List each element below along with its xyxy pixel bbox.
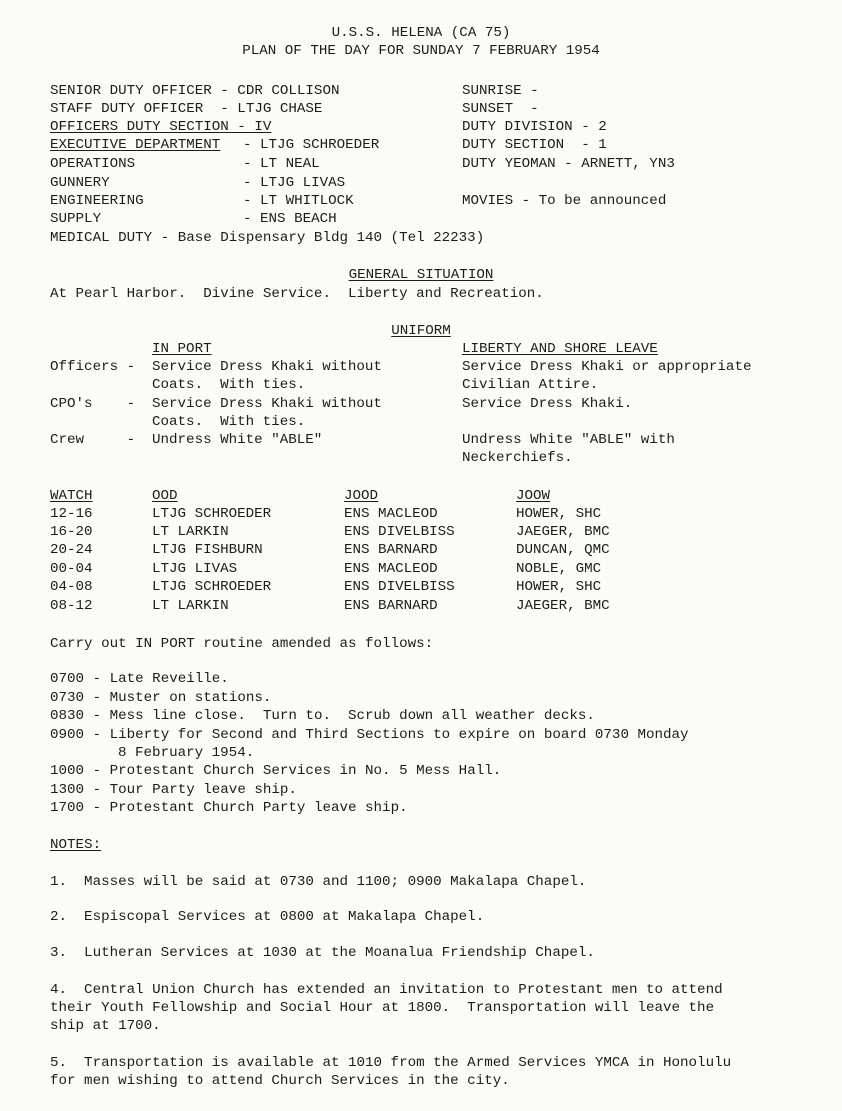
uniform-who: Crew -: [50, 432, 136, 448]
dept-gunnery: GUNNERY: [50, 175, 110, 191]
note-item: 4. Central Union Church has extended an invitation to Protestant men to attend: [50, 982, 723, 998]
watch-cell: LT LARKIN: [152, 598, 229, 614]
watch-cell: ENS BARNARD: [344, 542, 438, 558]
routine-text: Mess line close. Turn to. Scrub down all weather decks.: [109, 708, 595, 724]
note-item: 3. Lutheran Services at 1030 at the Moanalua Friendship Chapel.: [50, 945, 595, 961]
uniform-liberty: Service Dress Khaki.: [462, 396, 633, 412]
watch-cell: JAEGER, BMC: [516, 598, 610, 614]
duty-section: DUTY SECTION - 1: [462, 137, 607, 153]
routine-time: 0700: [50, 671, 85, 687]
in-port-heading: IN PORT: [152, 341, 212, 357]
note-item-continued: ship at 1700.: [50, 1018, 161, 1034]
watch-cell: 04-08: [50, 579, 93, 595]
routine-item: 1700 - Protestant Church Party leave ship.: [50, 800, 408, 816]
routine-text: Late Reveille.: [109, 671, 229, 687]
uniform-liberty: Undress White "ABLE" with: [462, 432, 675, 448]
routine-time: 1700: [50, 800, 85, 816]
routine-item: 0730 - Muster on stations.: [50, 690, 272, 706]
note-item: 1. Masses will be said at 0730 and 1100; 0900 Makalapa Chapel.: [50, 874, 587, 890]
routine-time: 1300: [50, 782, 85, 798]
note-item-continued: for men wishing to attend Church Services in the city.: [50, 1073, 510, 1089]
uniform-who: Officers -: [50, 359, 136, 375]
watch-header-watch: WATCH: [50, 488, 93, 504]
officers-duty-section: OFFICERS DUTY SECTION - IV: [50, 119, 272, 135]
dept-operations: OPERATIONS: [50, 156, 136, 172]
liberty-heading: LIBERTY AND SHORE LEAVE: [462, 341, 658, 357]
routine-time: 0730: [50, 690, 85, 706]
uniform-in-port: Coats. With ties.: [152, 377, 306, 393]
note-item: 5. Transportation is available at 1010 from the Armed Services YMCA in Honolulu: [50, 1055, 732, 1071]
watch-header-joow: JOOW: [516, 488, 551, 504]
dept-executive: EXECUTIVE DEPARTMENT: [50, 137, 221, 153]
uniform-liberty: Neckerchiefs.: [462, 450, 573, 466]
watch-header-ood: OOD: [152, 488, 178, 504]
routine-time: 0830: [50, 708, 85, 724]
watch-cell: ENS DIVELBISS: [344, 524, 455, 540]
sunrise: SUNRISE -: [462, 83, 539, 99]
watch-cell: 12-16: [50, 506, 93, 522]
watch-cell: 20-24: [50, 542, 93, 558]
watch-cell: HOWER, SHC: [516, 579, 602, 595]
senior-duty-officer: SENIOR DUTY OFFICER - CDR COLLISON: [50, 83, 340, 99]
dept-engineering: ENGINEERING: [50, 193, 144, 209]
routine-item: 0900 - Liberty for Second and Third Sections to expire on board 0730 Monday: [50, 727, 689, 743]
watch-cell: HOWER, SHC: [516, 506, 602, 522]
uniform-who: CPO's -: [50, 396, 136, 412]
watch-cell: DUNCAN, QMC: [516, 542, 610, 558]
duty-yeoman: DUTY YEOMAN - ARNETT, YN3: [462, 156, 675, 172]
note-item: 2. Espiscopal Services at 0800 at Makalapa Chapel.: [50, 909, 485, 925]
dept-supply: SUPPLY: [50, 211, 102, 227]
uniform-in-port: Undress White "ABLE": [152, 432, 323, 448]
watch-cell: LTJG FISHBURN: [152, 542, 263, 558]
dept-engineering-officer: - LT WHITLOCK: [243, 193, 354, 209]
medical-duty: MEDICAL DUTY - Base Dispensary Bldg 140 (Tel 22233): [50, 230, 485, 246]
watch-cell: LT LARKIN: [152, 524, 229, 540]
routine-text: Protestant Church Services in No. 5 Mess Hall.: [109, 763, 502, 779]
watch-cell: NOBLE, GMC: [516, 561, 602, 577]
routine-item: 0700 - Late Reveille.: [50, 671, 229, 687]
general-situation-heading: GENERAL SITUATION: [348, 267, 494, 283]
uniform-liberty: Service Dress Khaki or appropriate: [462, 359, 752, 375]
watch-cell: ENS DIVELBISS: [344, 579, 455, 595]
routine-text: Liberty for Second and Third Sections to expire on board 0730 Monday: [109, 727, 689, 743]
uniform-in-port: Service Dress Khaki without: [152, 359, 382, 375]
watch-cell: LTJG LIVAS: [152, 561, 238, 577]
plan-title: PLAN OF THE DAY FOR SUNDAY 7 FEBRUARY 1954: [242, 43, 600, 59]
routine-item: 1300 - Tour Party leave ship.: [50, 782, 297, 798]
uniform-in-port: Service Dress Khaki without: [152, 396, 382, 412]
watch-cell: 08-12: [50, 598, 93, 614]
watch-cell: ENS BARNARD: [344, 598, 438, 614]
notes-heading: NOTES:: [50, 837, 102, 853]
routine-time: 1000: [50, 763, 85, 779]
duty-division: DUTY DIVISION - 2: [462, 119, 607, 135]
uniform-liberty: Civilian Attire.: [462, 377, 599, 393]
dept-executive-officer: - LTJG SCHROEDER: [243, 137, 380, 153]
watch-cell: JAEGER, BMC: [516, 524, 610, 540]
movies: MOVIES - To be announced: [462, 193, 667, 209]
dept-supply-officer: - ENS BEACH: [243, 211, 337, 227]
routine-item: 1000 - Protestant Church Services in No. 5 Mess Hall.: [50, 763, 502, 779]
sunset: SUNSET -: [462, 101, 539, 117]
watch-cell: ENS MACLEOD: [344, 561, 438, 577]
watch-cell: 16-20: [50, 524, 93, 540]
routine-intro: Carry out IN PORT routine amended as follows:: [50, 636, 434, 652]
uniform-heading: UNIFORM: [391, 323, 451, 339]
watch-cell: LTJG SCHROEDER: [152, 579, 272, 595]
routine-text: Tour Party leave ship.: [109, 782, 297, 798]
note-item-continued: their Youth Fellowship and Social Hour at 1800. Transportation will leave the: [50, 1000, 715, 1016]
staff-duty-officer: STAFF DUTY OFFICER - LTJG CHASE: [50, 101, 323, 117]
routine-time: 0900: [50, 727, 85, 743]
dept-gunnery-officer: - LTJG LIVAS: [243, 175, 346, 191]
general-situation-text: At Pearl Harbor. Divine Service. Liberty and Recreation.: [50, 286, 544, 302]
watch-cell: ENS MACLEOD: [344, 506, 438, 522]
routine-text-continued: 8 February 1954.: [118, 745, 255, 761]
routine-item: 0830 - Mess line close. Turn to. Scrub down all weather decks.: [50, 708, 595, 724]
ship-name: U.S.S. HELENA (CA 75): [331, 25, 511, 41]
uniform-in-port: Coats. With ties.: [152, 414, 306, 430]
routine-text: Protestant Church Party leave ship.: [109, 800, 408, 816]
routine-text: Muster on stations.: [109, 690, 272, 706]
watch-cell: 00-04: [50, 561, 93, 577]
dept-operations-officer: - LT NEAL: [243, 156, 320, 172]
watch-cell: LTJG SCHROEDER: [152, 506, 272, 522]
watch-header-jood: JOOD: [344, 488, 379, 504]
